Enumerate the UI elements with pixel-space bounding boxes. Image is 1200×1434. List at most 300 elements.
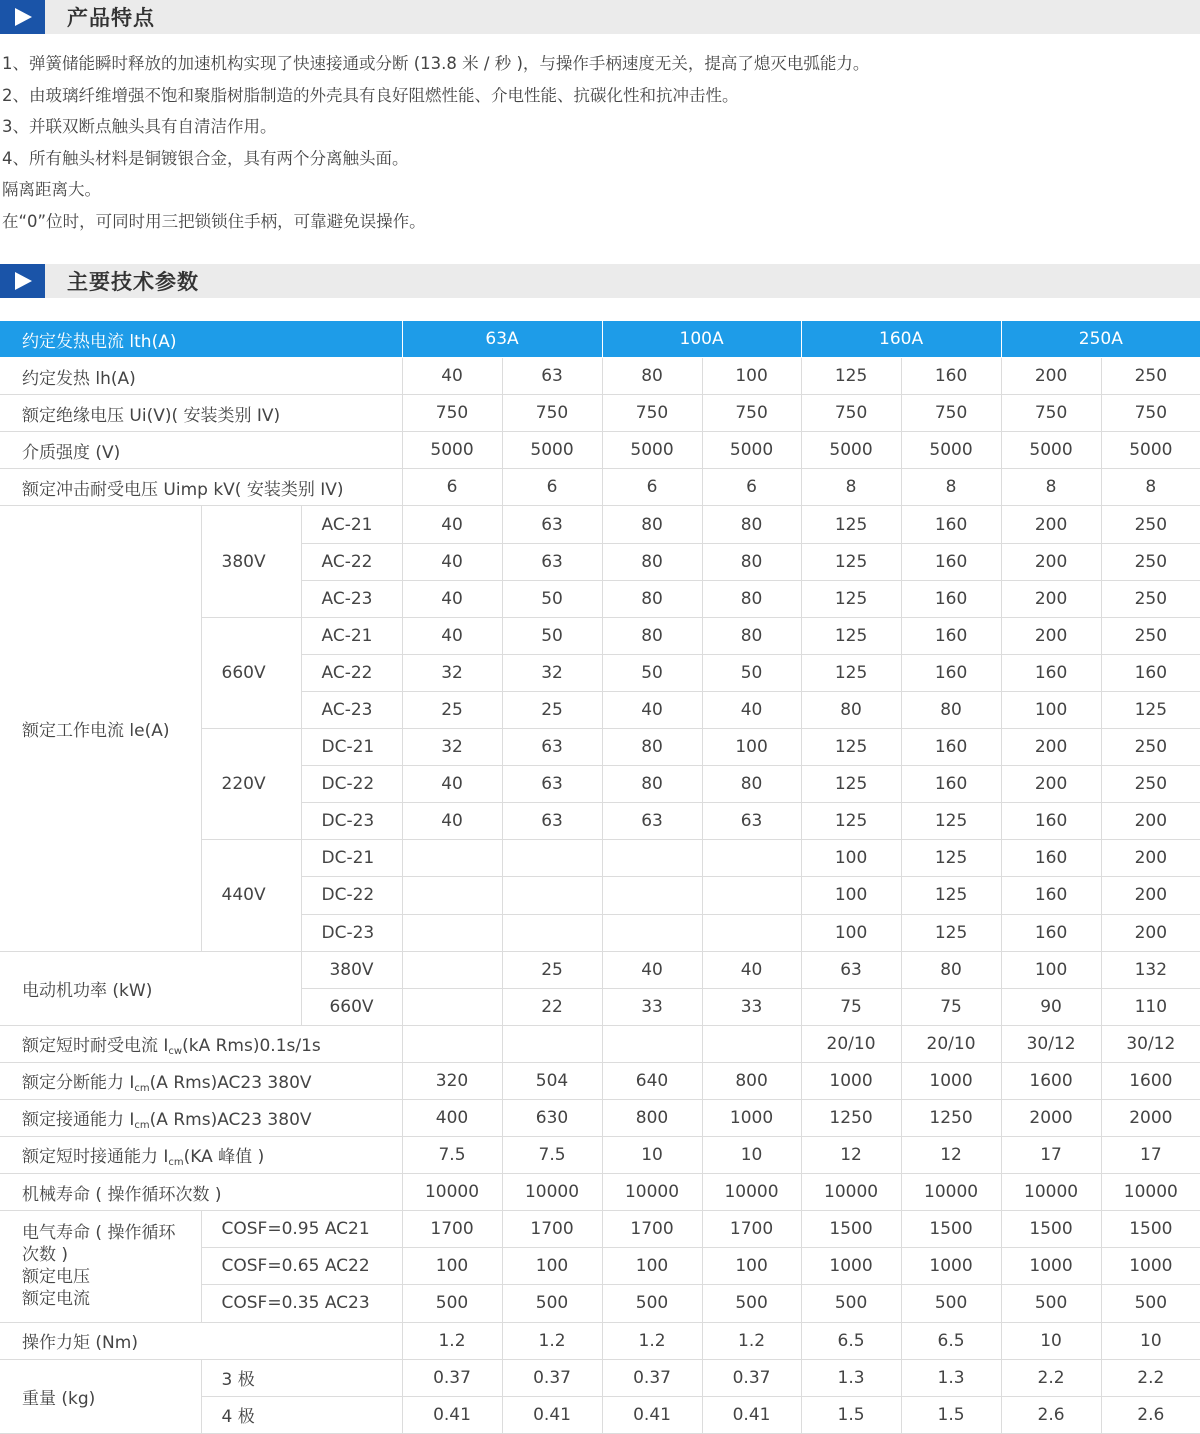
value-cell: 63 [702, 803, 801, 840]
value-cell: 7.5 [502, 1137, 602, 1174]
value-cell: 80 [702, 766, 801, 803]
label-subscript: cm [168, 1157, 184, 1169]
value-cell: 0.41 [702, 1396, 801, 1433]
value-cell: 250 [1101, 766, 1200, 803]
value-cell [602, 877, 702, 914]
row-label [0, 1025, 402, 1062]
value-cell: 125 [801, 543, 901, 580]
value-cell: 10000 [1101, 1174, 1200, 1211]
value-cell: 25 [402, 691, 502, 728]
label-line: 次数 ) [22, 1245, 69, 1266]
header-group: 250A [1001, 321, 1200, 358]
value-cell: 160 [1101, 654, 1200, 691]
value-cell: 1000 [901, 1062, 1001, 1099]
value-cell: 200 [1101, 840, 1200, 877]
value-cell: 100 [702, 729, 801, 766]
value-cell: 6 [602, 469, 702, 506]
value-cell: 90 [1001, 988, 1101, 1025]
value-cell [702, 877, 801, 914]
value-cell: 17 [1001, 1137, 1101, 1174]
label-line: 电气寿命 ( 操作循环 [22, 1223, 176, 1244]
row-label [0, 1137, 402, 1174]
value-cell: 40 [602, 951, 702, 988]
value-cell: 6.5 [901, 1322, 1001, 1359]
value-cell: 80 [602, 580, 702, 617]
table-row [0, 1322, 1200, 1359]
header-group: 100A [602, 321, 801, 358]
value-cell: 40 [702, 951, 801, 988]
condition-label: COSF=0.95 AC21 [201, 1211, 402, 1248]
section-title: 主要技术参数 [67, 270, 199, 294]
row-label: 约定发热 lh(A) [0, 358, 402, 395]
value-cell: 33 [602, 988, 702, 1025]
value-cell: 1000 [901, 1248, 1001, 1285]
feature-item: 在“0”位时，可同时用三把锁锁住手柄，可靠避免误操作。 [2, 211, 426, 231]
value-cell [602, 840, 702, 877]
value-cell: 63 [801, 951, 901, 988]
row-label: 重量 (kg) [0, 1359, 201, 1433]
value-cell: 1.2 [602, 1322, 702, 1359]
value-cell: 75 [801, 988, 901, 1025]
value-cell: 100 [702, 1248, 801, 1285]
label-text: 额定短时耐受电流 I [22, 1035, 169, 1056]
value-cell: 1500 [801, 1211, 901, 1248]
label-text: (A Rms)AC23 380V [149, 1072, 312, 1093]
value-cell: 63 [502, 506, 602, 543]
value-cell [702, 914, 801, 951]
category-label: AC-21 [301, 617, 402, 654]
value-cell [402, 951, 502, 988]
value-cell: 0.41 [602, 1396, 702, 1433]
value-cell: 1500 [1101, 1211, 1200, 1248]
play-arrow-icon [0, 264, 45, 298]
value-cell: 160 [1001, 654, 1101, 691]
value-cell: 1000 [801, 1248, 901, 1285]
label-subscript: cm [134, 1120, 150, 1132]
value-cell: 1.2 [402, 1322, 502, 1359]
feature-item: 1、弹簧储能瞬时释放的加速机构实现了快速接通或分断 (13.8 米 / 秒 )，与操作手柄速度无关，提高了熄灭电弧能力。 [2, 54, 870, 73]
value-cell: 160 [901, 766, 1001, 803]
value-cell: 160 [901, 654, 1001, 691]
category-label: DC-23 [301, 914, 402, 951]
value-cell: 32 [402, 729, 502, 766]
value-cell: 80 [602, 543, 702, 580]
value-cell: 1.5 [901, 1396, 1001, 1433]
value-cell: 500 [702, 1285, 801, 1322]
value-cell: 500 [1101, 1285, 1200, 1322]
value-cell: 1000 [702, 1099, 801, 1136]
value-cell: 750 [702, 395, 801, 432]
value-cell: 50 [502, 580, 602, 617]
value-cell: 1250 [801, 1099, 901, 1136]
category-label: AC-22 [301, 543, 402, 580]
value-cell: 160 [1001, 803, 1101, 840]
value-cell: 500 [402, 1285, 502, 1322]
value-cell: 0.37 [402, 1359, 502, 1396]
category-label: DC-23 [301, 803, 402, 840]
value-cell: 100 [801, 877, 901, 914]
play-arrow-icon [0, 0, 45, 34]
value-cell: 50 [502, 617, 602, 654]
value-cell: 40 [402, 580, 502, 617]
value-cell: 2000 [1101, 1099, 1200, 1136]
value-cell: 160 [901, 729, 1001, 766]
category-label: AC-23 [301, 580, 402, 617]
value-cell: 5000 [801, 432, 901, 469]
feature-item: 隔离距离大。 [2, 180, 101, 200]
row-label [0, 1099, 402, 1136]
value-cell: 80 [602, 729, 702, 766]
table-header-row [0, 321, 1200, 358]
feature-list [2, 48, 1192, 238]
value-cell: 80 [602, 617, 702, 654]
value-cell: 5000 [502, 432, 602, 469]
value-cell: 10000 [502, 1174, 602, 1211]
value-cell: 80 [901, 691, 1001, 728]
value-cell: 125 [801, 803, 901, 840]
value-cell [402, 914, 502, 951]
label-text: 额定接通能力 I [22, 1110, 135, 1131]
value-cell: 100 [801, 914, 901, 951]
value-cell: 1.3 [801, 1359, 901, 1396]
value-cell: 63 [602, 803, 702, 840]
value-cell: 40 [402, 543, 502, 580]
voltage-label: 440V [201, 840, 301, 951]
value-cell: 2000 [1001, 1099, 1101, 1136]
value-cell: 5000 [402, 432, 502, 469]
header-group: 63A [402, 321, 602, 358]
value-cell: 200 [1001, 543, 1101, 580]
category-label: DC-21 [301, 729, 402, 766]
value-cell [402, 988, 502, 1025]
value-cell: 2.6 [1001, 1396, 1101, 1433]
value-cell [602, 1025, 702, 1062]
value-cell: 750 [602, 395, 702, 432]
table-row [0, 951, 1200, 988]
value-cell: 200 [1001, 358, 1101, 395]
value-cell: 63 [502, 358, 602, 395]
value-cell: 6.5 [801, 1322, 901, 1359]
value-cell: 1000 [1001, 1248, 1101, 1285]
value-cell: 10000 [702, 1174, 801, 1211]
feature-item: 3、并联双断点触头具有自清洁作用。 [2, 117, 277, 137]
value-cell: 32 [502, 654, 602, 691]
value-cell: 1500 [1001, 1211, 1101, 1248]
value-cell: 5000 [1101, 432, 1200, 469]
value-cell: 1.2 [502, 1322, 602, 1359]
value-cell: 250 [1101, 543, 1200, 580]
row-label: 介质强度 (V) [0, 432, 402, 469]
label-text: 额定分断能力 I [22, 1072, 135, 1093]
value-cell: 200 [1101, 877, 1200, 914]
value-cell: 6 [402, 469, 502, 506]
value-cell: 33 [702, 988, 801, 1025]
label-text: 额定短时接通能力 I [22, 1147, 169, 1168]
value-cell: 125 [801, 358, 901, 395]
row-label: 电动机功率 (kW) [0, 951, 301, 1025]
value-cell: 800 [602, 1099, 702, 1136]
value-cell: 63 [502, 766, 602, 803]
value-cell: 2.2 [1101, 1359, 1200, 1396]
row-label: 机械寿命 ( 操作循环次数 ) [0, 1174, 402, 1211]
value-cell: 630 [502, 1099, 602, 1136]
value-cell: 40 [402, 617, 502, 654]
value-cell: 100 [502, 1248, 602, 1285]
category-label: AC-21 [301, 506, 402, 543]
value-cell [502, 877, 602, 914]
value-cell: 160 [901, 617, 1001, 654]
value-cell: 125 [801, 617, 901, 654]
value-cell [502, 840, 602, 877]
value-cell: 20/10 [901, 1025, 1001, 1062]
value-cell: 160 [901, 506, 1001, 543]
label-text: (KA 峰值 ) [183, 1147, 265, 1168]
poles-label: 3 极 [201, 1359, 402, 1396]
value-cell: 1700 [702, 1211, 801, 1248]
table-row [0, 1359, 1200, 1396]
value-cell: 200 [1101, 914, 1200, 951]
section-title: 产品特点 [67, 6, 155, 30]
value-cell: 8 [901, 469, 1001, 506]
table-row [0, 469, 1200, 506]
value-cell: 125 [901, 877, 1001, 914]
value-cell: 2.2 [1001, 1359, 1101, 1396]
value-cell: 100 [402, 1248, 502, 1285]
value-cell: 80 [702, 506, 801, 543]
value-cell: 5000 [901, 432, 1001, 469]
label-subscript: cw [168, 1045, 183, 1057]
value-cell: 500 [502, 1285, 602, 1322]
value-cell: 40 [402, 766, 502, 803]
value-cell: 40 [402, 506, 502, 543]
value-cell: 750 [502, 395, 602, 432]
value-cell: 125 [801, 729, 901, 766]
section-header-features [0, 0, 1200, 34]
value-cell: 1.5 [801, 1396, 901, 1433]
value-cell: 32 [402, 654, 502, 691]
category-label: DC-22 [301, 877, 402, 914]
value-cell: 6 [502, 469, 602, 506]
value-cell: 80 [702, 543, 801, 580]
spec-table [0, 321, 1200, 1434]
label-text: (A Rms)AC23 380V [149, 1110, 312, 1131]
category-label: AC-22 [301, 654, 402, 691]
value-cell: 250 [1101, 506, 1200, 543]
voltage-label: 380V [201, 506, 301, 617]
table-row [0, 1025, 1200, 1062]
value-cell: 200 [1001, 506, 1101, 543]
voltage-label: 660V [301, 988, 402, 1025]
value-cell: 750 [901, 395, 1001, 432]
value-cell: 63 [502, 729, 602, 766]
value-cell: 8 [801, 469, 901, 506]
label-line: 额定电压 [22, 1267, 90, 1288]
value-cell: 20/10 [801, 1025, 901, 1062]
value-cell: 160 [1001, 840, 1101, 877]
table-row [0, 358, 1200, 395]
value-cell: 7.5 [402, 1137, 502, 1174]
value-cell: 800 [702, 1062, 801, 1099]
label-subscript: cm [134, 1082, 150, 1094]
value-cell: 80 [602, 766, 702, 803]
value-cell: 2.6 [1101, 1396, 1200, 1433]
value-cell: 8 [1101, 469, 1200, 506]
value-cell: 1250 [901, 1099, 1001, 1136]
value-cell: 125 [1101, 691, 1200, 728]
value-cell: 30/12 [1001, 1025, 1101, 1062]
table-row [0, 1174, 1200, 1211]
value-cell: 12 [901, 1137, 1001, 1174]
value-cell: 5000 [702, 432, 801, 469]
value-cell: 320 [402, 1062, 502, 1099]
value-cell: 75 [901, 988, 1001, 1025]
category-label: DC-21 [301, 840, 402, 877]
value-cell: 160 [1001, 877, 1101, 914]
value-cell: 125 [801, 506, 901, 543]
value-cell [402, 1025, 502, 1062]
value-cell: 10 [602, 1137, 702, 1174]
value-cell: 1700 [602, 1211, 702, 1248]
value-cell: 0.37 [602, 1359, 702, 1396]
value-cell: 160 [901, 358, 1001, 395]
value-cell: 63 [502, 803, 602, 840]
value-cell: 125 [901, 803, 1001, 840]
value-cell: 0.41 [502, 1396, 602, 1433]
feature-item: 4、所有触头材料是铜镀银合金，具有两个分离触头面。 [2, 148, 409, 168]
value-cell: 750 [801, 395, 901, 432]
value-cell: 10000 [1001, 1174, 1101, 1211]
value-cell: 10 [1001, 1322, 1101, 1359]
table-row [0, 1062, 1200, 1099]
header-label: 约定发热电流 lth(A) [0, 321, 402, 358]
value-cell: 25 [502, 691, 602, 728]
value-cell [502, 914, 602, 951]
value-cell: 80 [801, 691, 901, 728]
value-cell: 40 [402, 803, 502, 840]
value-cell: 160 [901, 543, 1001, 580]
voltage-label: 660V [201, 617, 301, 728]
value-cell: 80 [602, 358, 702, 395]
value-cell: 40 [602, 691, 702, 728]
table-row [0, 432, 1200, 469]
value-cell: 750 [1101, 395, 1200, 432]
value-cell: 5000 [602, 432, 702, 469]
value-cell: 1700 [402, 1211, 502, 1248]
table-row [0, 1211, 1200, 1248]
value-cell: 80 [702, 580, 801, 617]
condition-label: COSF=0.35 AC23 [201, 1285, 402, 1322]
value-cell: 125 [801, 654, 901, 691]
value-cell: 750 [402, 395, 502, 432]
value-cell: 640 [602, 1062, 702, 1099]
value-cell: 125 [901, 914, 1001, 951]
value-cell: 1.2 [702, 1322, 801, 1359]
value-cell: 200 [1001, 617, 1101, 654]
value-cell: 250 [1101, 580, 1200, 617]
value-cell: 10 [702, 1137, 801, 1174]
table-row [0, 395, 1200, 432]
value-cell: 200 [1001, 766, 1101, 803]
table-row [0, 1137, 1200, 1174]
table-row [0, 506, 1200, 543]
value-cell: 10000 [402, 1174, 502, 1211]
value-cell: 63 [502, 543, 602, 580]
value-cell: 500 [901, 1285, 1001, 1322]
row-label: 额定冲击耐受电压 Uimp kV( 安装类别 IV) [0, 469, 402, 506]
value-cell [702, 840, 801, 877]
row-label [0, 1211, 201, 1322]
category-label: AC-23 [301, 691, 402, 728]
value-cell: 100 [602, 1248, 702, 1285]
value-cell: 504 [502, 1062, 602, 1099]
value-cell: 80 [702, 617, 801, 654]
value-cell: 400 [402, 1099, 502, 1136]
value-cell: 40 [702, 691, 801, 728]
value-cell [502, 1025, 602, 1062]
value-cell: 200 [1101, 803, 1200, 840]
value-cell: 10 [1101, 1322, 1200, 1359]
value-cell: 22 [502, 988, 602, 1025]
value-cell: 500 [602, 1285, 702, 1322]
value-cell: 200 [1001, 580, 1101, 617]
value-cell: 80 [602, 506, 702, 543]
value-cell: 750 [1001, 395, 1101, 432]
value-cell: 10000 [602, 1174, 702, 1211]
value-cell: 0.37 [502, 1359, 602, 1396]
category-label: DC-22 [301, 766, 402, 803]
voltage-label: 220V [201, 729, 301, 840]
value-cell: 0.41 [402, 1396, 502, 1433]
voltage-label: 380V [301, 951, 402, 988]
value-cell: 110 [1101, 988, 1200, 1025]
value-cell: 100 [702, 358, 801, 395]
value-cell: 10000 [801, 1174, 901, 1211]
value-cell: 100 [801, 840, 901, 877]
value-cell: 1700 [502, 1211, 602, 1248]
value-cell: 1500 [901, 1211, 1001, 1248]
header-group: 160A [801, 321, 1001, 358]
value-cell: 40 [402, 358, 502, 395]
value-cell: 25 [502, 951, 602, 988]
value-cell [702, 1025, 801, 1062]
value-cell: 250 [1101, 617, 1200, 654]
label-text: (kA Rms)0.1s/1s [182, 1035, 321, 1056]
value-cell [402, 840, 502, 877]
value-cell: 125 [801, 580, 901, 617]
value-cell: 12 [801, 1137, 901, 1174]
value-cell: 100 [1001, 951, 1101, 988]
feature-item: 2、由玻璃纤维增强不饱和聚脂树脂制造的外壳具有良好阻燃性能、介电性能、抗碳化性和抗冲击性。 [2, 85, 739, 105]
row-label: 操作力矩 (Nm) [0, 1322, 402, 1359]
value-cell: 1.3 [901, 1359, 1001, 1396]
value-cell: 250 [1101, 358, 1200, 395]
value-cell: 500 [1001, 1285, 1101, 1322]
value-cell: 100 [1001, 691, 1101, 728]
value-cell: 160 [901, 580, 1001, 617]
value-cell: 50 [702, 654, 801, 691]
value-cell: 5000 [1001, 432, 1101, 469]
value-cell: 1600 [1001, 1062, 1101, 1099]
value-cell: 8 [1001, 469, 1101, 506]
table-row [0, 1099, 1200, 1136]
value-cell [402, 877, 502, 914]
value-cell: 30/12 [1101, 1025, 1200, 1062]
value-cell: 10000 [901, 1174, 1001, 1211]
row-label: 额定绝缘电压 Ui(V)( 安装类别 IV) [0, 395, 402, 432]
value-cell: 1000 [801, 1062, 901, 1099]
value-cell: 6 [702, 469, 801, 506]
value-cell: 1600 [1101, 1062, 1200, 1099]
